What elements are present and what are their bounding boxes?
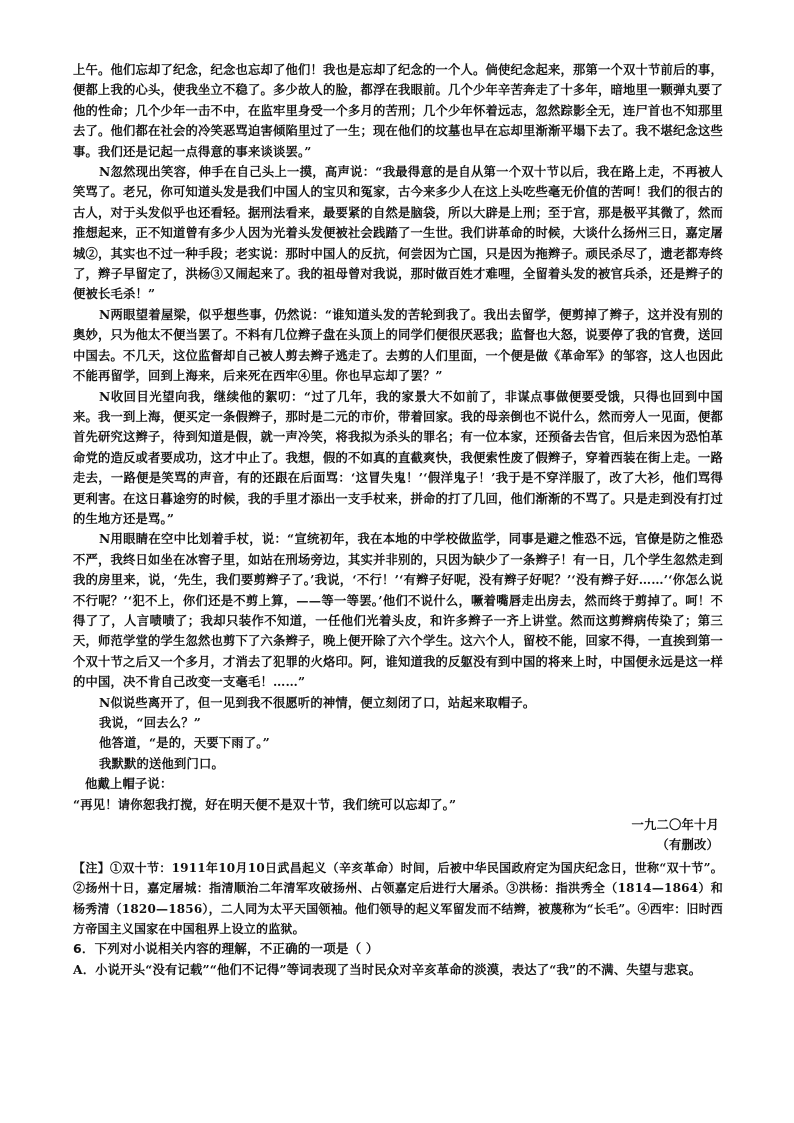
story-paragraph-10: 他戴上帽子说： xyxy=(85,776,173,792)
notes-text: ①双十节：1911年10月10日武昌起义（辛亥革命）时间，后被中华民国政府定为国庆纪念日，世称“双十节”。②扬州十日，嘉定屠城：指清顺治二年清军攻破扬州、占领嘉定后进行大屠杀。③洪杨：指洪秀全（1814—1864）和杨秀清（1820—1856），二人同为太平天国领袖。他们领导的起义军留发而不结辫，被蔑称为“长毛”。④西牢：旧时西方帝国主义国家在中国租界上设立的监狱。 xyxy=(73,860,724,937)
story-paragraph-5: N用眼睛在空中比划着手杖，说：“宣统初年，我在本地的中学校做监学，同事是避之惟恐不远，官僚是防之惟恐不严，我终日如坐在冰窖子里，如站在刑场旁边，其实并非别的，只因为缺少了一条辫子！有一日，几个学生忽然走到我的房里来，说，‘先生，我们要剪辫子了。’我说，‘不行！’‘有辫子好呢，没有辫子好呢？’‘没有辫子好……’‘你怎么说不行呢？’‘犯不上，你们还是不剪上算，——等一等罢。’他们不说什么，噘着嘴唇走出房去，然而终于剪掉了。呵！不得了了，人言啧啧了；我却只装作不知道，一任他们光着头皮，和许多辫子一齐上讲堂。然而这剪辫病传染了；第三天，师范学堂的学生忽然也剪下了六条辫子，晚上便开除了六个学生。这六个人，留校不能，回家不得，一直挨到第一个双十节之后又一个多月，才消去了犯罪的火烙印。阿，谁知道我的反躯没有到中国的将来上时，中国便永远是这一样的中国，决不肯自己改变一支毫毛！……” xyxy=(73,531,723,690)
story-paragraph-7: 我说，“回去么？” xyxy=(99,715,202,730)
story-paragraph-1: 上午。他们忘却了纪念，纪念也忘却了他们！我也是忘却了纪念的一个人。倘使纪念起来，那第一个双十节前后的事，便都上我的心头，使我坐立不稳了。多少故人的脸，都浮在我眼前。几个少年辛苦奔走了十多年，暗地里一颗弹丸要了他的性命；几个少年一击不中，在监牢里身受一个多月的苦刑；几个少年怀着远志，忽然踪影全无，连尸首也不知那里去了。他们都在社会的冷笑恶骂迫害倾陷里过了一生；现在他们的坟墓也早在忘却里渐渐平塌下去了。我不堪纪念这些事。我们还是记起一点得意的事来谈谈罢。” xyxy=(73,62,723,159)
notes-tag: 【注】 xyxy=(73,860,110,875)
story-paragraph-6: N似说些离开了，但一见到我不很愿听的神情，便立刻闭了口，站起来取帽子。 xyxy=(99,694,536,710)
story-paragraph-2: N忽然现出笑容，伸手在自己头上一摸，高声说：“我最得意的是自从第一个双十节以后，我在路上走，不再被人笑骂了。老兄，你可知道头发是我们中国人的宝贝和冤家，古今来多少人在这上头吃些毫无价值的苦呵！我们的很古的古人，对于头发似乎也还看轻。据刑法看来，最要紧的自然是脑袋，所以大辟是上刑；至于宫，那是极平其微了，然而推想起来，正不知道曾有多少人因为光着头发便被社会践踏了一生世。我们讲革命的时候，大谈什么扬州三日，嘉定屠城②，其实也不过一种手段；老实说：那时中国人的反抗，何尝因为亡国，只是因为拖辫子。顽民杀尽了，遗老都寿终了，辫子早留定了，洪杨③又闹起来了。我的祖母曾对我说，那时做百姓才难哩，全留着头发的被官兵杀，还是辫子的便被长毛杀！” xyxy=(73,164,723,302)
story-paragraph-3: N两眼望着屋梁，似乎想些事，仍然说：“谁知道头发的苦轮到我了。我出去留学，便剪掉了辫子，这并没有别的奥妙，只为他太不便当罢了。不料有几位辫子盘在头顶上的同学们便很厌恶我；监督也大怒，说要停了我的官费，送回中国去。不几天，这位监督却自己被人剪去辫子逃走了。去剪的人们里面，一个便是做《革命军》的邹容，这人也因此不能再留学，回到上海来，后来死在西牢④里。你也早忘却了罢？” xyxy=(73,306,723,384)
document-body xyxy=(73,60,723,980)
question-stem: 6．下列对小说相关内容的理解，不正确的一项是（ ） xyxy=(73,941,379,957)
story-paragraph-8: 他答道，“是的，天要下雨了。” xyxy=(99,735,270,751)
story-edit-note: （有删改） xyxy=(656,837,719,853)
annotation-notes xyxy=(73,858,723,940)
question-option-a: A．小说开头“没有记载”“他们不记得”等词表现了当时民众对辛亥革命的淡漠，表达了“我”的不满、失望与悲哀。 xyxy=(73,961,702,977)
story-paragraph-11: “再见！请你恕我打搅，好在明天便不是双十节，我们统可以忘却了。” xyxy=(73,796,457,812)
story-paragraph-9: 我默默的送他到门口。 xyxy=(99,755,224,771)
story-paragraph-4: N收回目光望向我，继续他的絮叨：“过了几年，我的家景大不如前了，非谋点事做便要受饿，只得也回到中国来。我一到上海，便买定一条假辫子，那时是二元的市价，带着回家。我的母亲倒也不说什么，然而旁人一见面，便都首先研究这辫子，待到知道是假，就一声冷笑，将我拟为杀头的罪名；有一位本家，还预备去告官，但后来因为恐怕革命党的造反或者要成功，这才中止了。我想，假的不如真的直截爽快，我便索性废了假辫子，穿着西装在街上走。一路走去，一路便是笑骂的声音，有的还跟在后面骂：‘这冒失鬼！’‘假洋鬼子！’我于是不穿洋服了，改了大衫，他们骂得更利害。在这日暮途穷的时候，我的手里才添出一支手杖来，拼命的打了几回，他们渐渐的不骂了。只是走到没有打过的生地方还是骂。” xyxy=(73,388,723,526)
story-date: 一九二〇年十月 xyxy=(631,817,719,833)
